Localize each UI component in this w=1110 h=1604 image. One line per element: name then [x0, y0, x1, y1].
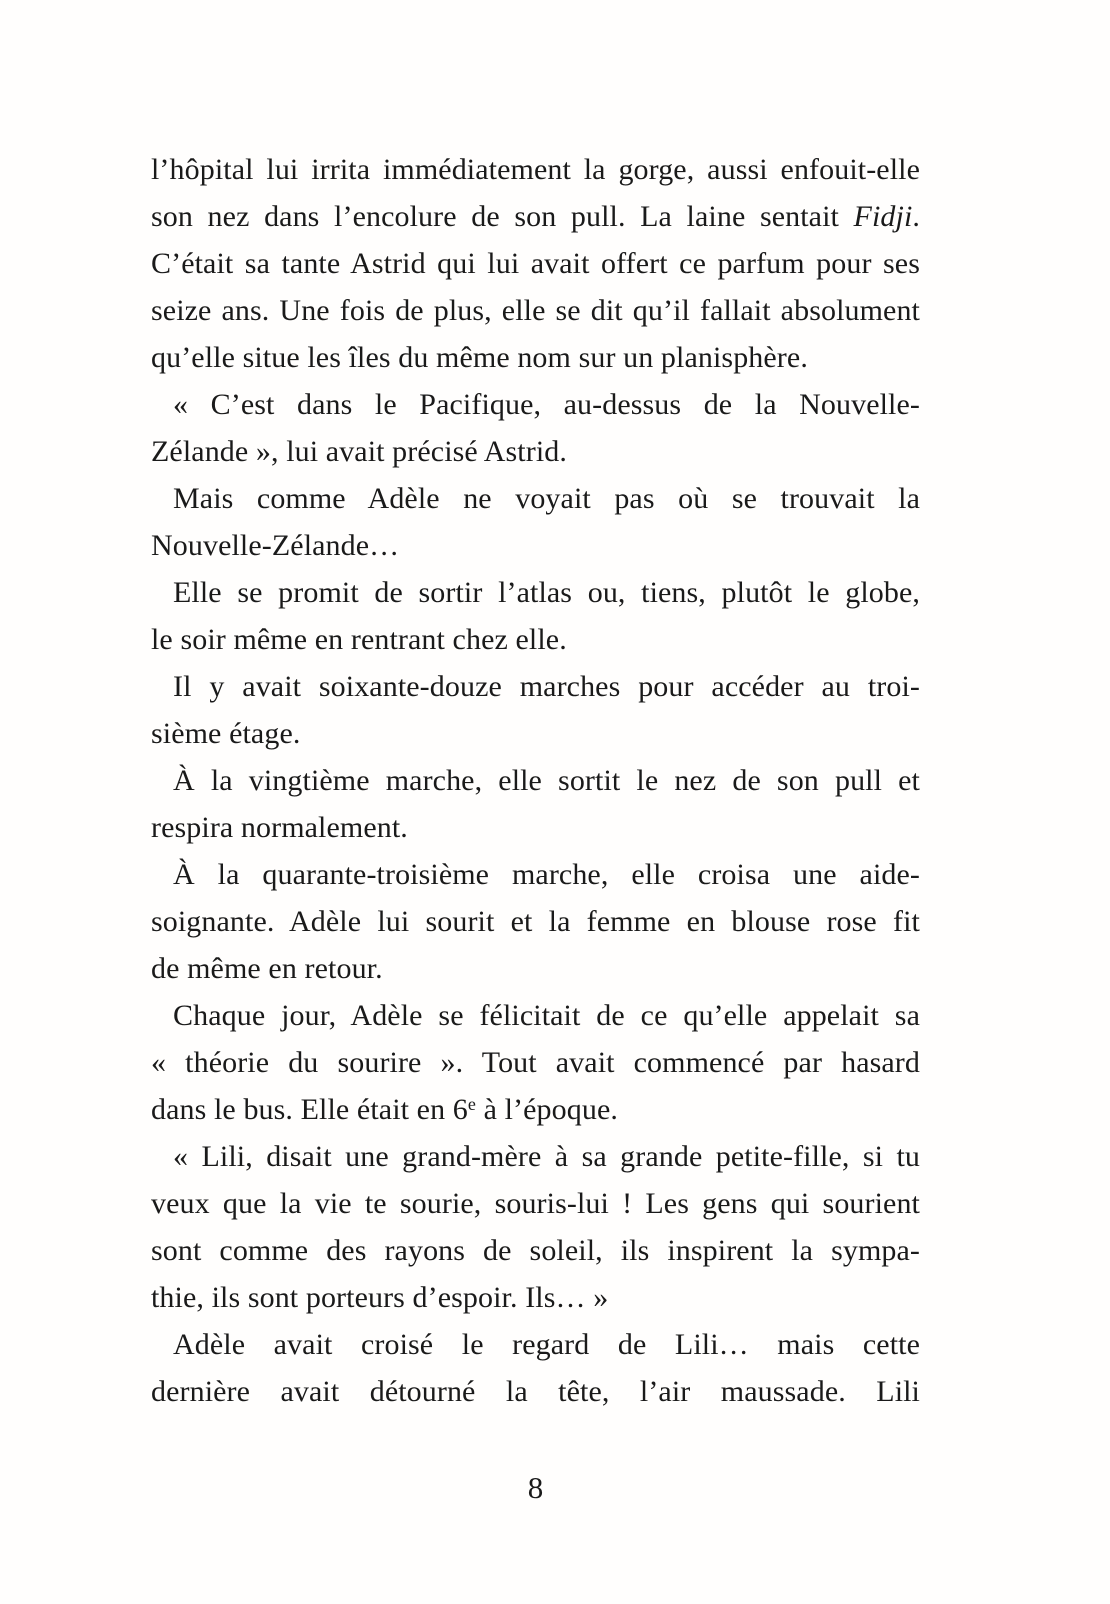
- body-text: à l’époque.: [475, 1093, 618, 1126]
- body-text: .: [912, 200, 920, 233]
- text-line: [151, 710, 920, 757]
- paragraph: [151, 663, 920, 757]
- body-text: respira normalement.: [151, 811, 408, 844]
- paragraph: [151, 1321, 920, 1415]
- body-text: Nouvelle-Zélande…: [151, 529, 400, 562]
- body-text: « Lili, disait une grand-mère à sa grande petite-fille, si tu: [173, 1140, 920, 1173]
- paragraph: [151, 851, 920, 992]
- page-number: 8: [527, 1470, 544, 1505]
- body-text: C’était sa tante Astrid qui lui avait offert ce parfum pour ses: [151, 247, 920, 280]
- body-text: thie, ils sont porteurs d’espoir. Ils… »: [151, 1281, 609, 1314]
- text-line: [151, 240, 920, 287]
- body-text: Chaque jour, Adèle se félicitait de ce qu’elle appelait sa: [173, 999, 920, 1032]
- body-text: À la vingtième marche, elle sortit le nez de son pull et: [173, 764, 920, 797]
- text-line: [151, 851, 920, 898]
- text-line: [151, 1039, 920, 1086]
- text-line: [151, 1180, 920, 1227]
- paragraph: [151, 475, 920, 569]
- paragraph: [151, 381, 920, 475]
- superscript-text: e: [467, 1094, 476, 1114]
- body-text: veux que la vie te sourie, souris-lui ! Les gens qui sourient: [151, 1187, 920, 1220]
- text-line: [151, 146, 920, 193]
- body-text: Mais comme Adèle ne voyait pas où se trouvait la: [173, 482, 920, 515]
- body-text: « C’est dans le Pacifique, au-dessus de la Nouvelle-: [173, 388, 920, 421]
- text-line: [151, 1133, 920, 1180]
- text-line: [151, 522, 920, 569]
- text-line: [151, 992, 920, 1039]
- body-text: seize ans. Une fois de plus, elle se dit qu’il fallait absolument: [151, 294, 920, 327]
- text-line: [151, 898, 920, 945]
- body-text: l’hôpital lui irrita immédiatement la gorge, aussi enfouit-elle: [151, 153, 920, 186]
- text-line: [151, 945, 920, 992]
- text-line: [151, 1227, 920, 1274]
- text-line: [151, 1274, 920, 1321]
- text-line: [151, 804, 920, 851]
- body-text: qu’elle situe les îles du même nom sur un planisphère.: [151, 341, 808, 374]
- text-line: [151, 616, 920, 663]
- text-line: [151, 757, 920, 804]
- paragraph: [151, 1133, 920, 1321]
- italic-text: Fidji: [853, 200, 913, 233]
- text-line: [151, 334, 920, 381]
- body-text: Zélande », lui avait précisé Astrid.: [151, 435, 567, 468]
- body-text: sont comme des rayons de soleil, ils inspirent la sympa-: [151, 1234, 920, 1267]
- body-text: Elle se promit de sortir l’atlas ou, tiens, plutôt le globe,: [173, 576, 920, 609]
- text-line: [151, 381, 920, 428]
- text-line: [151, 193, 920, 240]
- text-block: [151, 146, 920, 1415]
- body-text: son nez dans l’encolure de son pull. La laine sentait: [151, 200, 854, 233]
- body-text: dans le bus. Elle était en 6: [151, 1093, 468, 1126]
- body-text: soignante. Adèle lui sourit et la femme en blouse rose fit: [151, 905, 920, 938]
- text-line: [151, 1086, 920, 1133]
- text-line: [151, 569, 920, 616]
- paragraph: [151, 569, 920, 663]
- paragraph: [151, 146, 920, 381]
- text-line: [151, 1321, 920, 1368]
- body-text: de même en retour.: [151, 952, 383, 985]
- body-text: le soir même en rentrant chez elle.: [151, 623, 567, 656]
- paragraph: [151, 992, 920, 1133]
- body-text: dernière avait détourné la tête, l’air maussade. Lili: [151, 1375, 920, 1408]
- paragraph: [151, 757, 920, 851]
- text-line: [151, 663, 920, 710]
- body-text: À la quarante-troisième marche, elle croisa une aide-: [173, 858, 920, 891]
- text-line: [151, 287, 920, 334]
- text-line: [151, 1368, 920, 1415]
- text-line: [151, 428, 920, 475]
- body-text: Il y avait soixante-douze marches pour accéder au troi-: [173, 670, 920, 703]
- body-text: sième étage.: [151, 717, 301, 750]
- text-line: [151, 475, 920, 522]
- body-text: « théorie du sourire ». Tout avait commencé par hasard: [151, 1046, 920, 1079]
- body-text: Adèle avait croisé le regard de Lili… mais cette: [173, 1328, 920, 1361]
